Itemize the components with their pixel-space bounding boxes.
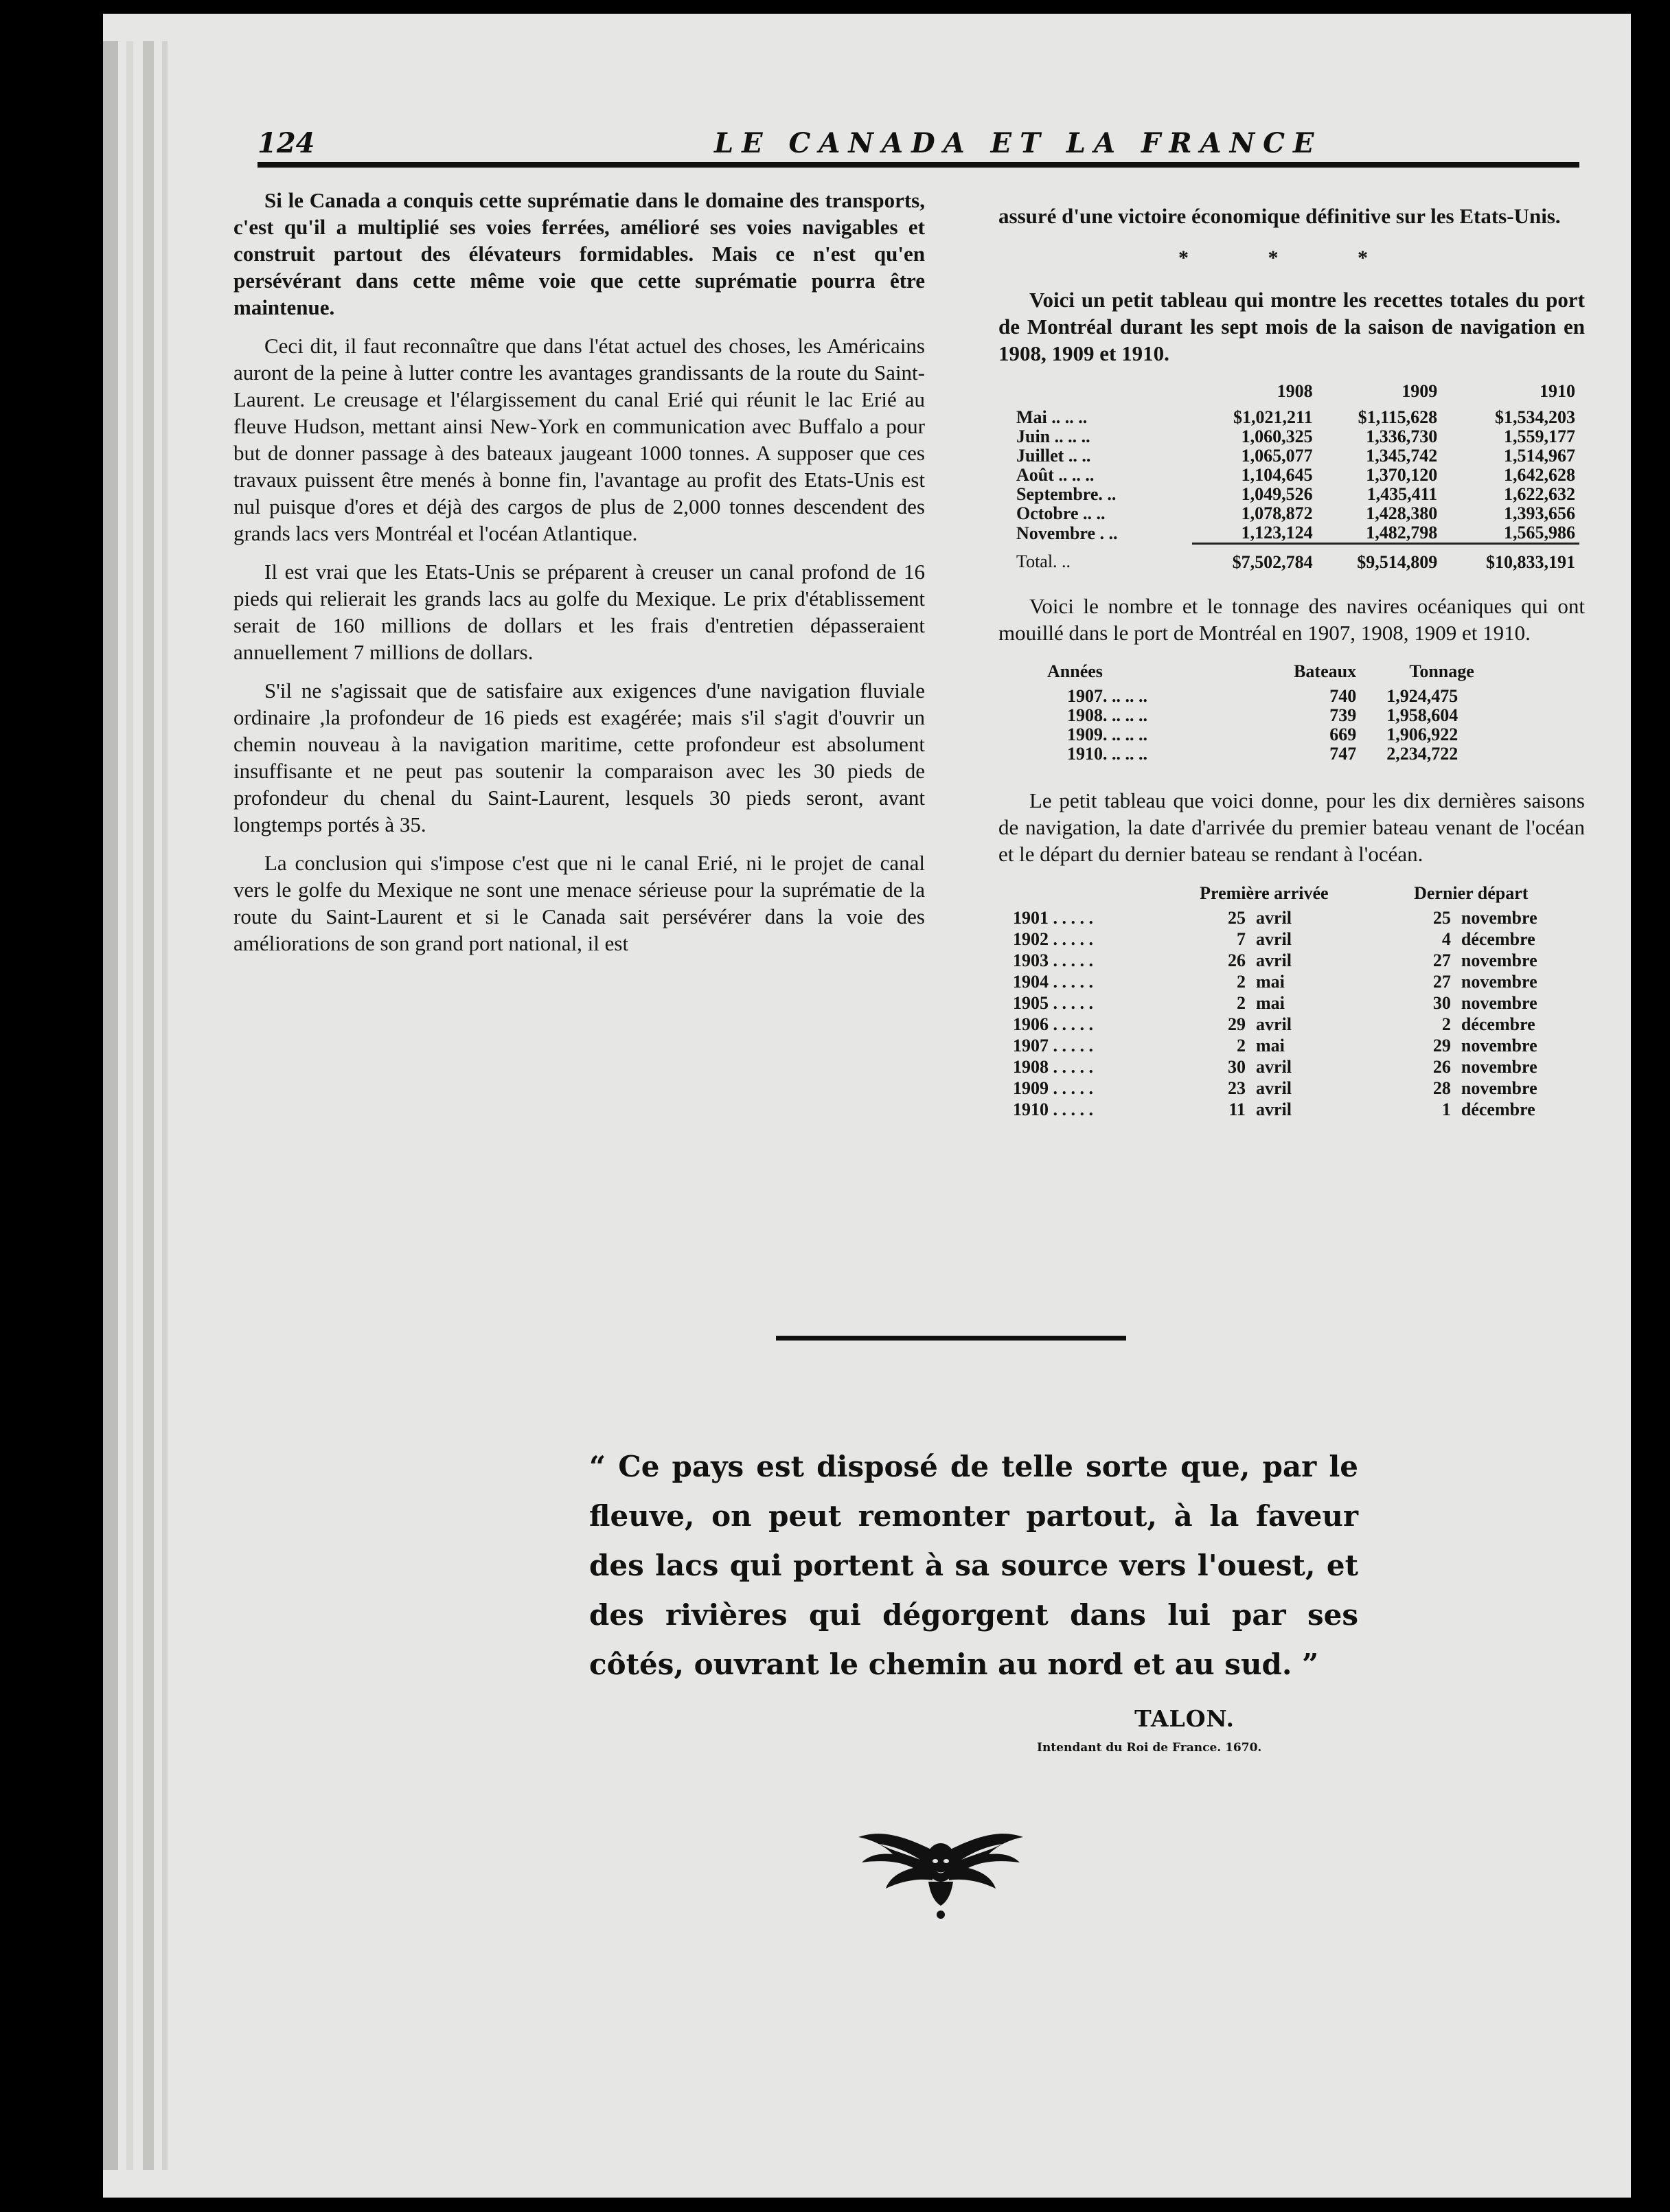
year-cell: 1908. .. .. .. (1067, 705, 1147, 725)
value-cell: 1,065,077 (1241, 446, 1313, 466)
total-cell: $9,514,809 (1317, 544, 1442, 573)
column-header: Bateaux (1294, 661, 1357, 681)
column-header: 1910 (1540, 381, 1575, 401)
arrivals-intro: Le petit tableau que voici donne, pour les dix dernières saisons de navigation, la date d'arrivée du premier bateau venant de l'océan et le départ du dernier bateau se rendant à l'océan. (998, 788, 1585, 866)
table-row (1016, 504, 1579, 523)
arrivals-table (1012, 882, 1575, 1120)
year-cell: 1904 . . . . . (1013, 972, 1093, 992)
talon-quote: “ Ce pays est disposé de telle sorte que, par le fleuve, on peut remonter partout, à la faveur des lacs qui portent à sa source vers l'ouest, et des rivières qui dégorgent dans lui par ses côtés, ouvrant le chemin au nord et au sud. ” (589, 1450, 1358, 1681)
year-cell: 1910 . . . . . (1013, 1099, 1093, 1119)
table-row (1012, 992, 1575, 1014)
departure-month: décembre (1461, 1099, 1535, 1119)
arrival-day: 2 (1236, 993, 1246, 1013)
value-cell: 1,565,986 (1504, 523, 1575, 543)
table-row (1012, 1035, 1575, 1056)
year-cell: 1909. .. .. .. (1067, 725, 1147, 744)
arrival-day: 2 (1236, 1036, 1246, 1056)
value-cell: $1,534,203 (1495, 407, 1575, 427)
month-cell: Juin .. .. .. (1016, 426, 1090, 446)
quote-author: TALON. (1134, 1705, 1235, 1732)
arrival-day: 23 (1227, 1078, 1246, 1098)
departure-month: novembre (1461, 993, 1537, 1013)
boats-cell: 739 (1329, 705, 1357, 725)
receipts-intro: Voici un petit tableau qui montre les recettes totales du port de Montréal durant les sept mois de la saison de navigation en 1908, 1909 et 1910. (998, 288, 1585, 365)
year-cell: 1903 . . . . . (1013, 950, 1093, 970)
month-cell: Mai .. .. .. (1016, 407, 1088, 427)
page-edge (103, 41, 118, 2170)
departure-month: novembre (1461, 972, 1537, 992)
year-cell: 1901 . . . . . (1013, 908, 1093, 928)
running-head-title: LE CANADA ET LA FRANCE (714, 127, 1323, 159)
arrival-day: 30 (1227, 1057, 1246, 1077)
arrival-day: 7 (1236, 929, 1246, 949)
table-header-row (1016, 382, 1579, 408)
table-header-row (1046, 661, 1513, 687)
year-cell: 1907 . . . . . (1013, 1036, 1093, 1056)
value-cell: 1,428,380 (1366, 503, 1438, 523)
arrival-month: mai (1255, 1036, 1285, 1056)
table-row (1016, 466, 1579, 485)
year-cell: 1907. .. .. .. (1067, 686, 1147, 706)
year-cell: 1906 . . . . . (1013, 1014, 1093, 1034)
value-cell: 1,104,645 (1241, 465, 1313, 485)
column-header (1012, 882, 1161, 907)
tonnage-cell: 1,958,604 (1386, 705, 1459, 725)
table-row (1016, 485, 1579, 504)
page-edge (162, 41, 168, 2170)
table-header-row (1012, 882, 1575, 907)
winged-head-ornament-icon (851, 1820, 1030, 1923)
arrival-day: 11 (1228, 1099, 1246, 1119)
running-head (258, 127, 1579, 168)
paragraph: S'il ne s'agissait que de satisfaire aux exigences d'une navigation fluviale ordinaire ,la profondeur de 16 pieds est exagérée; mais s'il s'agit d'ouvrir un chemin nouveau à la navigation maritime, cette profondeur est absolument insuffisante et ne peut pas soutenir la comparaison avec les 30 pieds de profondeur du chenal du Saint-Laurent, lesquels 30 pieds seront, avant longtemps portés à 35. (233, 679, 925, 836)
paragraph: Ceci dit, il faut reconnaître que dans l'état actuel des choses, les Américains auront de la peine à lutter contre les avantages grandissants de la route du Saint-Laurent. Le creusage et l'élargissement du canal Erié qui réunit le lac Erié au fleuve Hudson, mettant ainsi New-York en communication avec Buffalo a pour but de donner passage à des bateaux jaugeant 1000 tonnes. A supposer que ces travaux puissent être menés à bonne fin, l'avantage au profit des Etats-Unis est nul puisque d'ores et déjà des cargos de plus de 2,000 tonnes descendent des grands lacs vers Montréal et l'océan Atlantique. (233, 334, 925, 545)
value-cell: $1,115,628 (1358, 407, 1438, 427)
arrival-month: avril (1255, 1057, 1292, 1077)
value-cell: 1,345,742 (1366, 446, 1438, 466)
total-cell: $10,833,191 (1441, 544, 1579, 573)
tonnage-cell: 1,924,475 (1386, 686, 1459, 706)
total-cell: $7,502,784 (1192, 544, 1317, 573)
paragraph: Si le Canada a conquis cette suprématie dans le domaine des transports, c'est qu'il a multiplié ses voies ferrées, amélioré ses voies navigables et construit partout des élévateurs formidables. Mais ce n'est qu'en persévérant dans cette même voie que cette suprématie pourra être maintenue. (233, 188, 925, 319)
table-row (1012, 971, 1575, 992)
year-cell: 1905 . . . . . (1013, 993, 1093, 1013)
column-header (1016, 382, 1192, 408)
arrival-month: avril (1255, 1014, 1292, 1034)
year-cell: 1908 . . . . . (1013, 1057, 1093, 1077)
arrival-month: mai (1255, 993, 1285, 1013)
departure-day: 27 (1432, 950, 1451, 970)
value-cell: 1,435,411 (1366, 484, 1438, 504)
table-row (1016, 408, 1579, 427)
arrival-month: avril (1255, 929, 1292, 949)
page-number: 124 (258, 127, 315, 159)
value-cell: 1,049,526 (1241, 484, 1313, 504)
departure-month: novembre (1461, 908, 1537, 928)
month-cell: Octobre .. .. (1016, 503, 1106, 523)
table-row (1012, 907, 1575, 928)
month-cell: Juillet .. .. (1016, 446, 1091, 466)
boats-cell: 740 (1329, 686, 1357, 706)
year-cell: 1909 . . . . . (1013, 1078, 1093, 1098)
page-edge (126, 41, 133, 2170)
value-cell: 1,622,632 (1504, 484, 1575, 504)
left-column (233, 187, 925, 968)
departure-month: décembre (1461, 1014, 1535, 1034)
table-row (1012, 1014, 1575, 1035)
table-row (1012, 950, 1575, 971)
section-separator: * * * (1178, 247, 1405, 269)
value-cell: 1,078,872 (1241, 503, 1313, 523)
year-cell: 1910. .. .. .. (1067, 744, 1147, 764)
departure-month: novembre (1461, 950, 1537, 970)
column-header: Tonnage (1409, 661, 1474, 681)
departure-month: décembre (1461, 929, 1535, 949)
departure-month: novembre (1461, 1057, 1537, 1077)
value-cell: $1,021,211 (1233, 407, 1313, 427)
table-row (1012, 1099, 1575, 1120)
arrival-month: avril (1255, 908, 1292, 928)
total-row (1016, 544, 1579, 573)
departure-day: 25 (1432, 908, 1451, 928)
month-cell: Septembre. .. (1016, 484, 1117, 504)
tonnage-cell: 1,906,922 (1386, 725, 1459, 744)
paragraph-continuation: assuré d'une victoire économique définitive sur les Etats-Unis. (998, 204, 1561, 228)
paragraph: La conclusion qui s'impose c'est que ni le canal Erié, ni le projet de canal vers le golfe du Mexique ne sont une menace sérieuse pour la suprématie de la route du Saint-Laurent et si le Canada sait persévérer dans la voie des améliorations de son grand port national, il est (233, 851, 925, 955)
departure-day: 2 (1441, 1014, 1451, 1034)
departure-day: 27 (1432, 972, 1451, 992)
departure-day: 29 (1432, 1036, 1451, 1056)
table-row (1046, 744, 1513, 764)
page-edge (143, 41, 154, 2170)
year-cell: 1902 . . . . . (1013, 929, 1093, 949)
departure-day: 1 (1441, 1099, 1451, 1119)
total-label: Total. .. (1016, 551, 1071, 572)
tonnage-cell: 2,234,722 (1386, 744, 1459, 764)
arrival-day: 26 (1227, 950, 1246, 970)
table-row (1046, 687, 1513, 706)
ships-table (1046, 661, 1513, 764)
ships-intro: Voici le nombre et le tonnage des navires océaniques qui ont mouillé dans le port de Montréal en 1907, 1908, 1909 et 1910. (998, 594, 1585, 645)
month-cell: Novembre . .. (1016, 523, 1118, 543)
arrival-day: 29 (1227, 1014, 1246, 1034)
boats-cell: 747 (1329, 744, 1357, 764)
receipts-table (1016, 382, 1579, 572)
table-row (1046, 706, 1513, 725)
arrival-day: 25 (1227, 908, 1246, 928)
value-cell: 1,370,120 (1366, 465, 1438, 485)
value-cell: 1,123,124 (1241, 523, 1313, 543)
departure-day: 26 (1432, 1057, 1451, 1077)
quote-author-role: Intendant du Roi de France. 1670. (1037, 1741, 1262, 1755)
column-header: 1908 (1277, 381, 1313, 401)
departure-day: 4 (1441, 929, 1451, 949)
departure-month: novembre (1461, 1078, 1537, 1098)
table-row (1016, 523, 1579, 544)
departure-day: 30 (1432, 993, 1451, 1013)
table-row (1012, 1078, 1575, 1099)
arrival-day: 2 (1236, 972, 1246, 992)
table-row (1046, 725, 1513, 744)
section-rule (776, 1336, 1126, 1341)
value-cell: 1,336,730 (1366, 426, 1438, 446)
column-header: Dernier départ (1414, 883, 1529, 903)
value-cell: 1,060,325 (1241, 426, 1313, 446)
table-row (1016, 446, 1579, 466)
paragraph: Il est vrai que les Etats-Unis se préparent à creuser un canal profond de 16 pieds qui relierait les grands lacs au golfe du Mexique. Le prix d'établissement serait de 160 millions de dollars et les frais d'entretien dépasseraient annuellement 7 millions de dollars. (233, 560, 925, 664)
month-cell: Août .. .. .. (1016, 465, 1095, 485)
arrival-month: avril (1255, 950, 1292, 970)
value-cell: 1,642,628 (1504, 465, 1575, 485)
departure-month: novembre (1461, 1036, 1537, 1056)
table-row (1012, 928, 1575, 950)
column-header: Années (1047, 661, 1103, 681)
value-cell: 1,482,798 (1366, 523, 1438, 543)
table-row (1012, 1056, 1575, 1078)
value-cell: 1,559,177 (1504, 426, 1575, 446)
column-header: Première arrivée (1200, 883, 1329, 903)
value-cell: 1,514,967 (1504, 446, 1575, 466)
header-rule (258, 162, 1579, 168)
right-column (998, 203, 1585, 1120)
arrival-month: avril (1255, 1099, 1292, 1119)
value-cell: 1,393,656 (1504, 503, 1575, 523)
column-header: 1909 (1402, 381, 1438, 401)
arrival-month: avril (1255, 1078, 1292, 1098)
boats-cell: 669 (1329, 725, 1357, 744)
departure-day: 28 (1432, 1078, 1451, 1098)
arrival-month: mai (1255, 972, 1285, 992)
table-row (1016, 427, 1579, 446)
